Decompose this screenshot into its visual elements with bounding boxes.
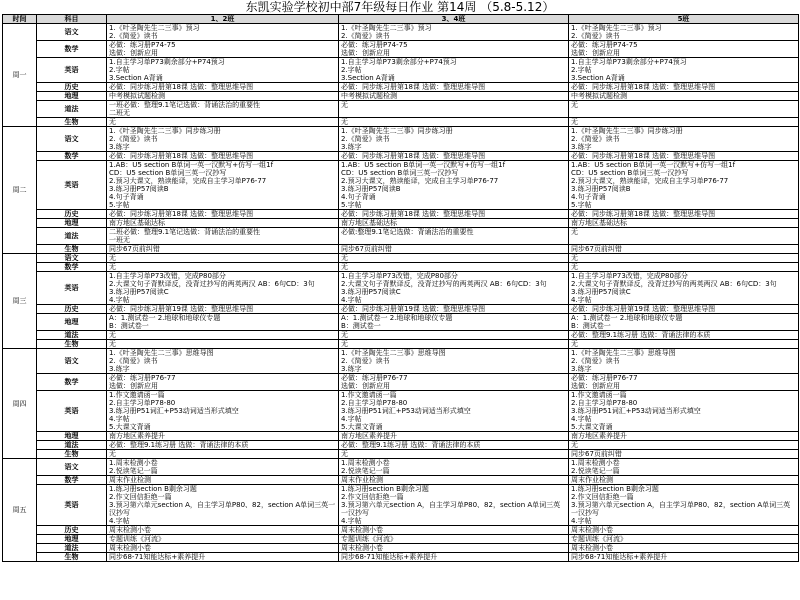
- table-row: [3, 152, 799, 161]
- subject-cell: 英语: [37, 272, 107, 305]
- header-class-5: 5班: [569, 15, 799, 24]
- homework-cell: 周末检测小卷: [339, 526, 569, 535]
- table-row: [3, 161, 799, 210]
- table-row: [3, 254, 799, 263]
- homework-cell: 无: [107, 450, 339, 459]
- homework-cell: 专题训练《河流》: [569, 535, 799, 544]
- homework-cell: 南方地区素养提升: [107, 432, 339, 441]
- table-row: [3, 553, 799, 562]
- homework-cell: 必做：同步练习册第18课 选做：整理思维导图: [339, 210, 569, 219]
- subject-cell: 数学: [37, 374, 107, 391]
- homework-cell: 中考模拟试题检测: [339, 92, 569, 101]
- table-row: [3, 459, 799, 476]
- homework-cell: 无: [339, 450, 569, 459]
- subject-cell: 英语: [37, 58, 107, 83]
- homework-cell: 同步68-71知能达标+素养提升: [569, 553, 799, 562]
- header-class-3-4: 3、4班: [339, 15, 569, 24]
- subject-cell: 道法: [37, 228, 107, 245]
- homework-cell: 1.自主学习单P73改错，完成P80部分 2.大课文句子背默译反，没背过抄写的两英两汉 AB：6句CD：3句 3.练习册P57阅读C 4.字帖: [569, 272, 799, 305]
- table-row: [3, 485, 799, 526]
- table-row: [3, 83, 799, 92]
- day-cell: 周三: [3, 254, 37, 349]
- table-row: [3, 526, 799, 535]
- table-row: [3, 340, 799, 349]
- table-row: [3, 391, 799, 432]
- homework-cell: 必做：练习册P76-77 选做：创新应用: [569, 374, 799, 391]
- subject-cell: 生物: [37, 450, 107, 459]
- homework-cell: 1.《叶圣陶先生二三事》思维导图 2.《简爱》读书 3.练字: [339, 349, 569, 374]
- homework-cell: 同步67页前纠错: [107, 245, 339, 254]
- homework-cell: 必做：同步练习册第18课 选做：整理思维导图: [339, 83, 569, 92]
- subject-cell: 数学: [37, 152, 107, 161]
- table-row: [3, 441, 799, 450]
- homework-cell: 同步67页前纠错: [569, 245, 799, 254]
- subject-cell: 语文: [37, 254, 107, 263]
- homework-cell: 无: [569, 101, 799, 118]
- table-row: [3, 305, 799, 314]
- homework-cell: 无: [569, 254, 799, 263]
- subject-cell: 地理: [37, 219, 107, 228]
- table-row: [3, 41, 799, 58]
- homework-cell: 无: [569, 441, 799, 450]
- subject-cell: 语文: [37, 24, 107, 41]
- homework-cell: 1.《叶圣陶先生二三事》思维导图 2.《简爱》读书 3.练字: [569, 349, 799, 374]
- table-row: [3, 272, 799, 305]
- homework-cell: 必做：同步练习册第19课 选做：整理思维导图: [107, 305, 339, 314]
- subject-cell: 生物: [37, 340, 107, 349]
- subject-cell: 道法: [37, 101, 107, 118]
- homework-cell: 无: [569, 263, 799, 272]
- homework-cell: 南方地区基础达标: [569, 219, 799, 228]
- homework-cell: 必做：练习册P76-77 选做：创新应用: [339, 374, 569, 391]
- homework-cell: 中考模拟试题检测: [569, 92, 799, 101]
- homework-cell: 1.《叶圣陶先生二三事》同步练习册 2.《简爱》读书 3.练字: [569, 127, 799, 152]
- table-row: [3, 127, 799, 152]
- subject-cell: 历史: [37, 526, 107, 535]
- homework-cell: 中考模拟试题检测: [107, 92, 339, 101]
- day-cell: 周四: [3, 349, 37, 459]
- table-row: [3, 476, 799, 485]
- homework-cell: 专题训练《河流》: [339, 535, 569, 544]
- day-cell: 周二: [3, 127, 37, 254]
- homework-cell: 必做：同步练习册第18课 选做：整理思维导图: [569, 210, 799, 219]
- table-row: [3, 245, 799, 254]
- homework-cell: 必做：练习册P74-75 选做：创新应用: [107, 41, 339, 58]
- homework-cell: 必做：练习册P74-75 选做：创新应用: [569, 41, 799, 58]
- homework-cell: 1.练习册section B剩余习题 2.作文回信拒绝一篇 3.预习第六单元section A，自主学习单P80、82，section A单词三英一汉抄写 4.字帖: [339, 485, 569, 526]
- homework-cell: 1.作文邀请函一篇 2.自主学习单P78-80 3.练习册P51词汇+P53动词适当形式填空 4.字帖 5.大课文背诵: [569, 391, 799, 432]
- homework-cell: 必做：同步练习册第18课 选做：整理思维导图: [339, 152, 569, 161]
- homework-cell: 同步68-71知能达标+素养提升: [339, 553, 569, 562]
- homework-cell: 1.《叶圣陶先生二三事》预习 2.《简爱》读书: [569, 24, 799, 41]
- homework-cell: 必做：同步练习册第18课 选做：整理思维导图: [107, 152, 339, 161]
- homework-cell: 无: [339, 340, 569, 349]
- homework-cell: 周末检测小卷: [107, 526, 339, 535]
- homework-cell: 必做:整理9.1笔记选做：背诵法治的重要性: [339, 228, 569, 245]
- homework-cell: 1.AB：U5 section B单词一英一汉默写+仿写一组1f CD：U5 section B单词三英一汉抄写 2.预习大课文，熟读能译，完成自主学习单P76-77 3.练习册P57阅读B 4.句子背诵 5.字帖: [339, 161, 569, 210]
- day-cell: 周五: [3, 459, 37, 562]
- homework-cell: 必做：同步练习册第18课 选做：整理思维导图: [569, 152, 799, 161]
- homework-cell: 必做：同步练习册第18课 选做：整理思维导图: [569, 83, 799, 92]
- homework-cell: 同步67页前纠错: [339, 245, 569, 254]
- homework-cell: 周末作业检测: [339, 476, 569, 485]
- homework-cell: 无: [339, 101, 569, 118]
- table-row: [3, 314, 799, 331]
- homework-cell: 1.《叶圣陶先生二三事》同步练习册 2.《简爱》读书 3.练字: [107, 127, 339, 152]
- homework-cell: 必做：整理9.1练习册 选做：背诵法律的本质: [339, 441, 569, 450]
- table-row: [3, 92, 799, 101]
- homework-cell: 1.自主学习单P73剩余部分+P74预习 2.字帖 3.Section A背诵: [339, 58, 569, 83]
- homework-cell: 1.《叶圣陶先生二三事》思维导图 2.《简爱》读书 3.练字: [107, 349, 339, 374]
- homework-cell: 1.自主学习单P73改错，完成P80部分 2.大课文句子背默译反，没背过抄写的两英两汉 AB：6句CD：3句 3.练习册P57阅读C 4.字帖: [107, 272, 339, 305]
- table-row: [3, 374, 799, 391]
- homework-cell: 周末检测小卷: [339, 544, 569, 553]
- homework-cell: 必做：整理9.1练习册 选做：背诵法律的本质: [107, 441, 339, 450]
- homework-cell: 无: [339, 263, 569, 272]
- subject-cell: 数学: [37, 41, 107, 58]
- homework-cell: A：1.测试卷一 2.地球和地球仪专题 B：测试卷一: [107, 314, 339, 331]
- homework-cell: 无: [107, 340, 339, 349]
- homework-cell: 1.《叶圣陶先生二三事》同步练习册 2.《简爱》读书 3.练字: [339, 127, 569, 152]
- subject-cell: 道法: [37, 331, 107, 340]
- homework-cell: A：1.测试卷一 2.地球和地球仪专题 B：测试卷一: [569, 314, 799, 331]
- homework-cell: 周末检测小卷: [569, 526, 799, 535]
- homework-cell: 无: [107, 254, 339, 263]
- homework-cell: 1.周末检测小卷 2.悦读笔记一篇: [339, 459, 569, 476]
- homework-cell: 周末检测小卷: [107, 544, 339, 553]
- homework-cell: 1.练习册section B剩余习题 2.作文回信拒绝一篇 3.预习第六单元section A，自主学习单P80、82，section A单词三英一汉抄写 4.字帖: [569, 485, 799, 526]
- homework-cell: 必做：同步练习册第19课 选做：整理思维导图: [339, 305, 569, 314]
- homework-cell: 1.AB：U5 section B单词一英一汉默写+仿写一组1f CD：U5 section B单词三英一汉抄写 2.预习大课文，熟读能译，完成自主学习单P76-77 3.练习册P57阅读B 4.句子背诵 5.字帖: [107, 161, 339, 210]
- subject-cell: 道法: [37, 544, 107, 553]
- homework-cell: 无: [569, 340, 799, 349]
- subject-cell: 生物: [37, 118, 107, 127]
- homework-cell: 一班必做：整理9.1笔记选做：背诵法治的重要性 二班无: [107, 101, 339, 118]
- homework-cell: 1.练习册section B剩余习题 2.作文回信拒绝一篇 3.预习第六单元section A，自主学习单P80、82，section A单词三英一汉抄写 4.字帖: [107, 485, 339, 526]
- subject-cell: 历史: [37, 83, 107, 92]
- table-row: [3, 24, 799, 41]
- homework-cell: 必做：同步练习册第19课 选做：整理思维导图: [569, 305, 799, 314]
- homework-cell: 必做：同步练习册第18课 选做：整理思维导图: [107, 83, 339, 92]
- header-row: [3, 15, 799, 24]
- subject-cell: 生物: [37, 553, 107, 562]
- homework-cell: 专题训练《河流》: [107, 535, 339, 544]
- table-row: [3, 349, 799, 374]
- header-subject: 科目: [37, 15, 107, 24]
- subject-cell: 历史: [37, 305, 107, 314]
- homework-cell: 1.自主学习单P73剩余部分+P74预习 2.字帖 3.Section A背诵: [569, 58, 799, 83]
- table-row: [3, 544, 799, 553]
- homework-cell: 南方地区素养提升: [339, 432, 569, 441]
- homework-cell: 无: [569, 118, 799, 127]
- subject-cell: 语文: [37, 459, 107, 476]
- homework-cell: 无: [339, 254, 569, 263]
- homework-cell: A：1.测试卷一 2.地球和地球仪专题 B：测试卷一: [339, 314, 569, 331]
- subject-cell: 英语: [37, 161, 107, 210]
- homework-cell: 二班必做：整理9.1笔记选做：背诵法治的重要性 一班无: [107, 228, 339, 245]
- homework-cell: 周末作业检测: [569, 476, 799, 485]
- homework-cell: 1.《叶圣陶先生二三事》预习 2.《简爱》读书: [107, 24, 339, 41]
- table-row: [3, 101, 799, 118]
- homework-cell: 必做：整理9.1练习册 选做：背诵法律的本质: [569, 331, 799, 340]
- day-cell: 周一: [3, 24, 37, 127]
- subject-cell: 语文: [37, 127, 107, 152]
- subject-cell: 英语: [37, 485, 107, 526]
- homework-cell: 周末作业检测: [107, 476, 339, 485]
- table-row: [3, 450, 799, 459]
- homework-cell: 南方地区基础达标: [339, 219, 569, 228]
- page-title: 东凯实验学校初中部7年级每日作业 第14周 （5.8-5.12）: [245, 0, 555, 14]
- table-row: [3, 432, 799, 441]
- homework-cell: 无: [339, 331, 569, 340]
- table-row: [3, 263, 799, 272]
- homework-cell: 1.自主学习单P73改错，完成P80部分 2.大课文句子背默译反，没背过抄写的两英两汉 AB：6句CD：3句 3.练习册P57阅读C 4.字帖: [339, 272, 569, 305]
- table-body: [3, 24, 799, 562]
- homework-cell: 无: [107, 118, 339, 127]
- subject-cell: 历史: [37, 210, 107, 219]
- homework-cell: 1.AB：U5 section B单词一英一汉默写+仿写一组1f CD：U5 section B单词三英一汉抄写 2.预习大课文，熟读能译，完成自主学习单P76-77 3.练习册P57阅读B 4.句子背诵 5.字帖: [569, 161, 799, 210]
- table-row: [3, 535, 799, 544]
- homework-cell: 同步67页前纠错: [569, 450, 799, 459]
- subject-cell: 英语: [37, 391, 107, 432]
- homework-cell: 1.《叶圣陶先生二三事》预习 2.《简爱》读书: [339, 24, 569, 41]
- subject-cell: 语文: [37, 349, 107, 374]
- subject-cell: 地理: [37, 432, 107, 441]
- subject-cell: 地理: [37, 535, 107, 544]
- homework-cell: 无: [107, 263, 339, 272]
- table-row: [3, 118, 799, 127]
- homework-cell: 必做：同步练习册第18课 选做：整理思维导图: [107, 210, 339, 219]
- homework-cell: 1.周末检测小卷 2.悦读笔记一篇: [107, 459, 339, 476]
- homework-cell: 无: [569, 228, 799, 245]
- header-time: 时间: [3, 15, 37, 24]
- homework-cell: 1.作文邀请函一篇 2.自主学习单P78-80 3.练习册P51词汇+P53动词适当形式填空 4.字帖 5.大课文背诵: [339, 391, 569, 432]
- table-row: [3, 219, 799, 228]
- homework-cell: 同步68-71知能达标+素养提升: [107, 553, 339, 562]
- homework-cell: 无: [107, 331, 339, 340]
- table-row: [3, 210, 799, 219]
- table-row: [3, 58, 799, 83]
- subject-cell: 地理: [37, 92, 107, 101]
- homework-cell: 无: [339, 118, 569, 127]
- subject-cell: 生物: [37, 245, 107, 254]
- subject-cell: 数学: [37, 263, 107, 272]
- homework-cell: 1.周末检测小卷 2.悦读笔记一篇: [569, 459, 799, 476]
- homework-table: [2, 14, 799, 562]
- table-row: [3, 228, 799, 245]
- homework-cell: 1.自主学习单P73剩余部分+P74预习 2.字帖 3.Section A背诵: [107, 58, 339, 83]
- subject-cell: 数学: [37, 476, 107, 485]
- subject-cell: 道法: [37, 441, 107, 450]
- subject-cell: 地理: [37, 314, 107, 331]
- homework-cell: 周末检测小卷: [569, 544, 799, 553]
- table-row: [3, 331, 799, 340]
- homework-cell: 1.作文邀请函一篇 2.自主学习单P78-80 3.练习册P51词汇+P53动词适当形式填空 4.字帖 5.大课文背诵: [107, 391, 339, 432]
- homework-cell: 南方地区素养提升: [569, 432, 799, 441]
- homework-cell: 必做：练习册P74-75 选做：创新应用: [339, 41, 569, 58]
- homework-cell: 必做：练习册P76-77 选做：创新应用: [107, 374, 339, 391]
- homework-cell: 南方地区基础达标: [107, 219, 339, 228]
- header-class-1-2: 1、2班: [107, 15, 339, 24]
